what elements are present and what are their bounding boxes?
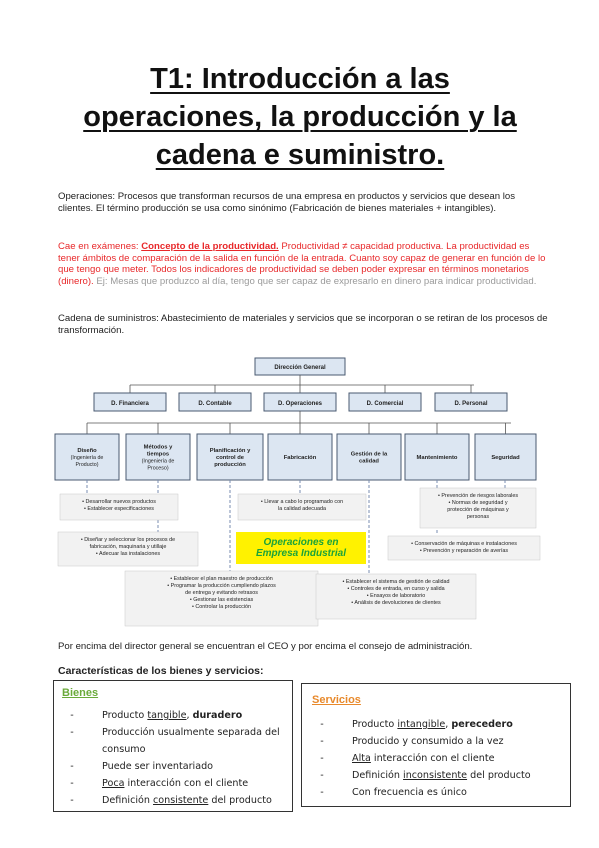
servicios-item-text: Producido y consumido a la vez — [352, 736, 504, 747]
bienes-item-text: Producto — [102, 710, 148, 721]
bienes-item-text: del producto — [208, 795, 272, 806]
servicios-item — [312, 733, 570, 750]
exam-after-concept: Productividad ≠ capacidad productiva. — [278, 241, 444, 252]
function-title-calidad: Gestión de la — [350, 451, 388, 458]
servicios-item-text: perecedero — [451, 719, 513, 730]
bienes-item-text: duradero — [192, 710, 243, 721]
exam-prefix: Cae en exámenes: — [58, 241, 142, 252]
note-text-seguridad: • Prevención de riesgos laborales • Normas de seguridad y protección de máquinas y personas — [437, 493, 519, 520]
title-line-1: T1: Introducción a las — [150, 63, 450, 95]
function-title-metodos-cont: tiempos — [146, 451, 170, 458]
supply-chain-paragraph: Cadena de suministros: Abastecimiento de materiales y servicios que se incorporan o se retiran de los procesos de transformación. — [58, 313, 548, 336]
ceo-paragraph: Por encima del director general se encuentran el CEO y por encima el consejo de administración. — [58, 641, 473, 652]
servicios-item-text: Definición — [352, 770, 404, 781]
department-label: D. Operaciones — [277, 401, 323, 407]
bienes-item — [62, 758, 292, 775]
note-text-planificacion: • Establecer el plan maestro de producción • Programar la producción cumpliendo plazos de entrega y evitando retrasos • Gestionar las existencias • Controlar la producción — [167, 576, 276, 610]
servicios-item — [312, 767, 570, 784]
function-subtitle-metodos: (Ingeniería de Proceso) — [141, 458, 175, 472]
bienes-title: Bienes — [62, 687, 99, 699]
note-text-fabricacion: • Llevar a cabo lo programado con la calidad adecuada — [260, 499, 344, 512]
servicios-item-text: del producto — [467, 770, 531, 781]
function-subtitle-diseno: (Ingeniería de Producto) — [70, 455, 104, 468]
dash-bullet: - — [70, 795, 74, 806]
servicios-item-text: inconsistente — [403, 770, 468, 781]
function-title-metodos: Métodos y — [143, 444, 173, 451]
characteristics-heading: Características de los bienes y servicios: — [58, 665, 264, 677]
note-text-diseno: • Desarrollar nuevos productos • Establecer especificaciones — [82, 499, 156, 512]
dash-bullet: - — [320, 787, 324, 798]
bienes-item-text: , — [186, 710, 193, 721]
note-text-mantenimiento: • Conservación de máquinas e instalaciones • Prevención y reparación de averías — [411, 541, 517, 554]
intro-paragraph: Operaciones: Procesos que transforman recursos de una empresa en productos y servicios que desean los clientes. El término producción se usa como sinónimo (Fabricación de bienes materiales + intangibles). — [58, 191, 516, 214]
bienes-item — [62, 707, 292, 724]
dash-bullet: - — [320, 753, 324, 764]
servicios-item-text: intangible — [397, 719, 446, 730]
servicios-item-text: interacción con el cliente — [370, 753, 495, 764]
highlight-label: Operaciones en Empresa Industrial — [255, 537, 347, 559]
dash-bullet: - — [320, 719, 324, 730]
servicios-item — [312, 750, 570, 767]
bienes-item — [62, 741, 292, 758]
bienes-box — [53, 680, 293, 812]
dash-bullet: - — [70, 761, 74, 772]
dash-bullet: - — [320, 770, 324, 781]
title-line-2: operaciones, la producción y la — [83, 101, 517, 133]
dash-bullet: - — [70, 727, 74, 738]
note-text-calidad: • Establecer el sistema de gestión de calidad • Controles de entrada, en curso y salida • Ensayos de laboratorio • Análisis de devoluciones de clientes — [342, 579, 450, 606]
servicios-item-text: Producto — [352, 719, 398, 730]
note-text-metodos: • Diseñar y seleccionar los procesos de fabricación, maquinaria y utillaje • Adecuar las instalaciones — [80, 537, 176, 557]
bienes-list — [62, 707, 292, 809]
bienes-item — [62, 792, 292, 809]
servicios-item-text: Con frecuencia es único — [352, 787, 467, 798]
function-title-calidad-cont: calidad — [359, 458, 379, 465]
bienes-item — [62, 775, 292, 792]
servicios-item-text: , — [445, 719, 452, 730]
exam-concept: Concepto de la productividad. — [141, 241, 279, 252]
department-label: D. Personal — [454, 401, 488, 407]
bienes-item-text: Poca — [102, 778, 125, 789]
bienes-item-text: interacción con el cliente — [124, 778, 249, 789]
bienes-item — [62, 724, 292, 741]
bienes-item-text: Definición — [102, 795, 154, 806]
exam-example: Ej: Mesas que produzco al día, tengo que ser capaz de expresarlo en dinero para indicar productividad. — [93, 276, 537, 288]
servicios-title: Servicios — [312, 694, 361, 706]
function-title-planificacion-cont: control de producción — [214, 455, 246, 468]
dash-bullet: - — [70, 710, 74, 721]
department-label: D. Financiera — [111, 401, 149, 407]
bienes-item-text: tangible — [147, 710, 187, 721]
servicios-item-text: Alta — [352, 753, 371, 764]
department-label: D. Contable — [198, 401, 232, 407]
dash-bullet: - — [70, 778, 74, 789]
bienes-item-text: consumo — [102, 744, 146, 755]
department-label: D. Comercial — [366, 401, 404, 407]
servicios-list — [312, 716, 570, 801]
servicios-box — [301, 683, 571, 807]
function-title-diseno: Diseño — [77, 448, 97, 454]
root-label: Dirección General — [274, 365, 326, 371]
dash-bullet: - — [320, 736, 324, 747]
function-title-mantenimiento: Mantenimiento — [416, 455, 458, 461]
function-title-seguridad: Seguridad — [491, 455, 520, 461]
bienes-item-text: Producción usualmente separada del — [102, 727, 280, 738]
title-line-3: cadena e suministro. — [155, 139, 445, 171]
servicios-item — [312, 784, 570, 801]
servicios-item — [312, 716, 570, 733]
bienes-item-text: Puede ser inventariado — [102, 761, 214, 772]
function-title-planificacion: Planificación y — [209, 448, 251, 454]
exam-body: La productividad es tener ámbitos de comparación de la salida en función de la entrada. Cuanto soy capaz de generar en función de lo que tengo que meter. Todos los indicadores de productividad se deben poder expresar en términos monetarios (dinero). — [58, 241, 546, 288]
function-title-fabricacion: Fabricación — [283, 455, 317, 461]
bienes-item-text: consistente — [153, 795, 209, 806]
